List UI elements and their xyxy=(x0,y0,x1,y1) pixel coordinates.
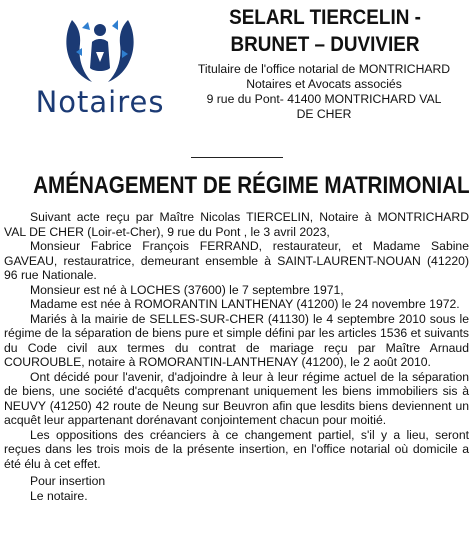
signoff xyxy=(30,474,105,504)
office-info-line: Titulaire de l'office notarial de MONTRICHARD xyxy=(197,62,451,76)
signoff-line: Le notaire. xyxy=(30,489,88,503)
body-paragraph: Ont décidé pour l'avenir, d'adjoindre à leur à leur régime actuel de la séparation de biens, une société d'acquêts comprenant uniquement les biens immobiliers sis à NEUVY (41250) 42 route de Neung sur Beuvron afin que lesdits biens deviennent un acquêt leur appartenant dorénavant conjointement chacun pour moitié. xyxy=(4,369,469,427)
office-info-line: DE CHER xyxy=(296,107,352,121)
office-info-line: 9 rue du Pont- 41400 MONTRICHARD VAL xyxy=(206,92,442,106)
office-address-block xyxy=(178,62,470,122)
body-paragraph: Monsieur est né à LOCHES (37600) le 7 septembre 1971, xyxy=(30,282,344,297)
notaires-emblem-icon xyxy=(52,12,148,90)
signoff-line: Pour insertion xyxy=(30,474,106,488)
announcement-title: AMÉNAGEMENT DE RÉGIME MATRIMONIAL xyxy=(33,172,470,199)
notaires-logo xyxy=(20,8,180,138)
office-name: SELARL TIERCELIN - BRUNET – DUVIVIER xyxy=(229,6,421,56)
announcement-body xyxy=(4,210,469,471)
body-paragraph: Mariés à la mairie de SELLES-SUR-CHER (41130) le 4 septembre 2010 sous le régime de la séparation de biens pure et simple défini par les articles 1536 et suivants du Code civil aux termes du contrat de mariage reçu par Maître Arnaud COUROUBLE, notaire à ROMORANTIN-LANTHENAY (41200), le 2 août 2010. xyxy=(4,311,469,369)
office-info-line: Notaires et Avocats associés xyxy=(246,77,402,91)
title-divider xyxy=(191,157,283,158)
logo-wordmark: Notaires xyxy=(35,85,165,119)
body-paragraph: Monsieur Fabrice François FERRAND, restaurateur, et Madame Sabine GAVEAU, restauratrice, demeurant ensemble à SAINT-LAURENT-NOUAN (41220) 96 rue Nationale. xyxy=(4,239,469,282)
body-paragraph: Les oppositions des créanciers à ce changement partiel, s'il y a lieu, seront reçues dans les trois mois de la présente insertion, en l'office notarial où domicile a été élu à cet effet. xyxy=(4,427,469,471)
body-paragraph: Suivant acte reçu par Maître Nicolas TIERCELIN, Notaire à MONTRICHARD VAL DE CHER (Loir-et-Cher), 9 rue du Pont , le 3 avril 2023, xyxy=(4,210,469,239)
body-paragraph: Madame est née à ROMORANTIN LANTHENAY (41200) le 24 novembre 1972. xyxy=(30,297,460,311)
